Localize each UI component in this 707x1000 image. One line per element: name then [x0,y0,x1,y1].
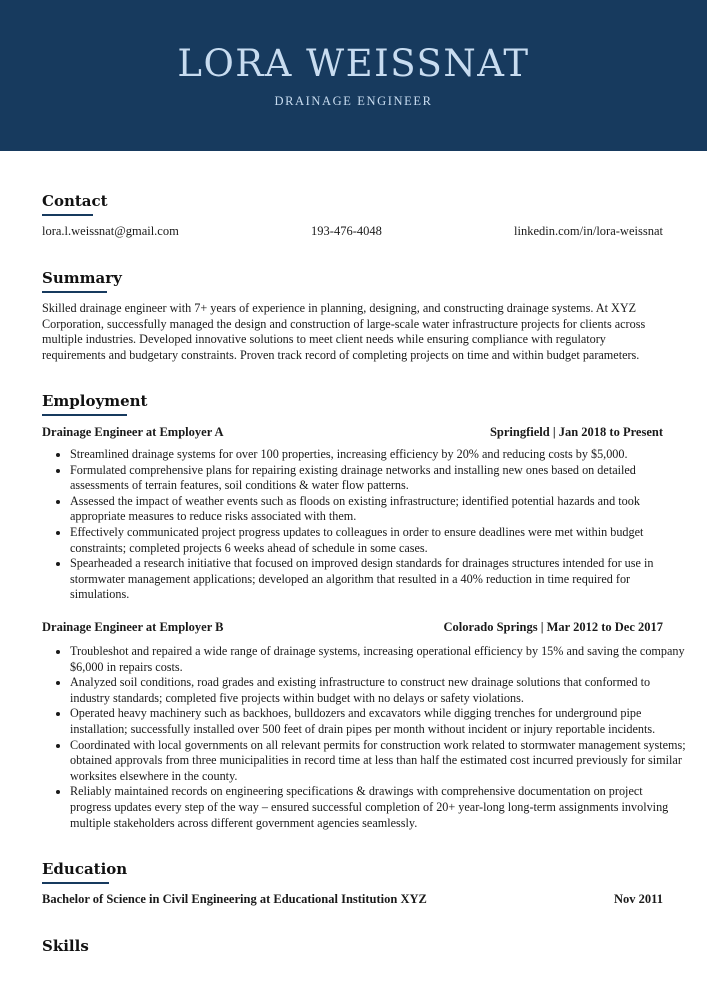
job-header [42,425,663,440]
job-header [42,620,663,635]
job-bullet: • Assessed the impact of weather events such as floods on existing infrastructure; identified potential hazards and took appropriate measures to reduce risks associated with them. [70,494,686,525]
job-title: DRAINAGE ENGINEER [274,94,433,108]
email-link[interactable]: lora.l.weissnat@gmail.com [42,224,179,238]
job-bullet: • Streamlined drainage systems for over 100 properties, increasing efficiency by 20% and reducing costs by $5,000. [70,447,686,463]
resume-header [0,0,707,151]
job-bullet: • Spearheaded a research initiative that focused on improved design standards for drainages structures intended for use in stormwater management applications; developed an algorithm that resulted in a 40% reduction in time required for simulations. [70,556,686,603]
education-row [42,892,663,907]
job-bullet: • Troubleshot and repaired a wide range of drainage systems, increasing operational efficiency by 15% and saving the company $6,000 in repairs costs. [70,644,686,675]
job-location-dates: Colorado Springs | Mar 2012 to Dec 2017 [443,620,663,634]
job-title-text: Drainage Engineer at Employer B [42,620,224,634]
job-bullet: • Operated heavy machinery such as backhoes, bulldozers and excavators while digging trenches for underground pipe installation; successfully installed over 500 feet of drain pipes per month without incident or injury reportable incidents. [70,706,686,737]
job-bullet: • Analyzed soil conditions, road grades and existing infrastructure to construct new drainage solutions that conformed to industry standards; completed five projects within budget with no delays or safety violations. [70,675,686,706]
linkedin-link[interactable]: linkedin.com/in/lora-weissnat [514,224,663,238]
job-bullet: • Reliably maintained records on engineering specifications & drawings with comprehensive documentation on project progress updates every step of the way – ensured successful completion of 20+ year-long long-term assignments involving multiple stakeholders across different government agencies seamlessly. [70,784,686,831]
summary-text: Skilled drainage engineer with 7+ years of experience in planning, designing, and constructing drainage systems. At XYZ Corporation, successfully managed the design and construction of large-scale water infrastructure projects for clients across multiple industries. Developed innovative solutions to meet client needs while ensuring compliance with regulatory requirements and budgetary constraints. Proven track record of completing projects on time and within budget parameters. [42,301,646,363]
employment-heading: Employment [42,392,148,410]
employment-underline [42,414,127,416]
summary-underline [42,291,107,293]
phone-text: 193-476-4048 [311,224,382,238]
contact-row [42,224,663,239]
summary-heading: Summary [42,269,122,287]
contact-heading: Contact [42,192,108,210]
job-bullets [50,447,686,603]
candidate-name: LORA WEISSNAT [177,42,530,85]
education-heading: Education [42,860,128,878]
degree-text: Bachelor of Science in Civil Engineering at Educational Institution XYZ [42,892,427,906]
education-underline [42,882,109,884]
job-bullet: • Formulated comprehensive plans for repairing existing drainage networks and installing new ones based on detailed assessments of terrain features, soil conditions & water flow patterns. [70,463,686,494]
job-bullets [50,644,686,831]
skills-heading: Skills [42,937,89,955]
job-bullet: • Coordinated with local governments on all relevant permits for construction work related to stormwater management systems; obtained approvals from three municipalities in record time at less than half the estimated cost incurred previously for similar worksites elsewhere in the county. [70,738,686,785]
graduation-date: Nov 2011 [614,892,663,906]
job-title-text: Drainage Engineer at Employer A [42,425,224,439]
contact-underline [42,214,93,216]
job-bullet: • Effectively communicated project progress updates to colleagues in order to ensure deadlines were met within budget constraints; completed projects 6 weeks ahead of schedule in some cases. [70,525,686,556]
job-location-dates: Springfield | Jan 2018 to Present [489,425,663,439]
